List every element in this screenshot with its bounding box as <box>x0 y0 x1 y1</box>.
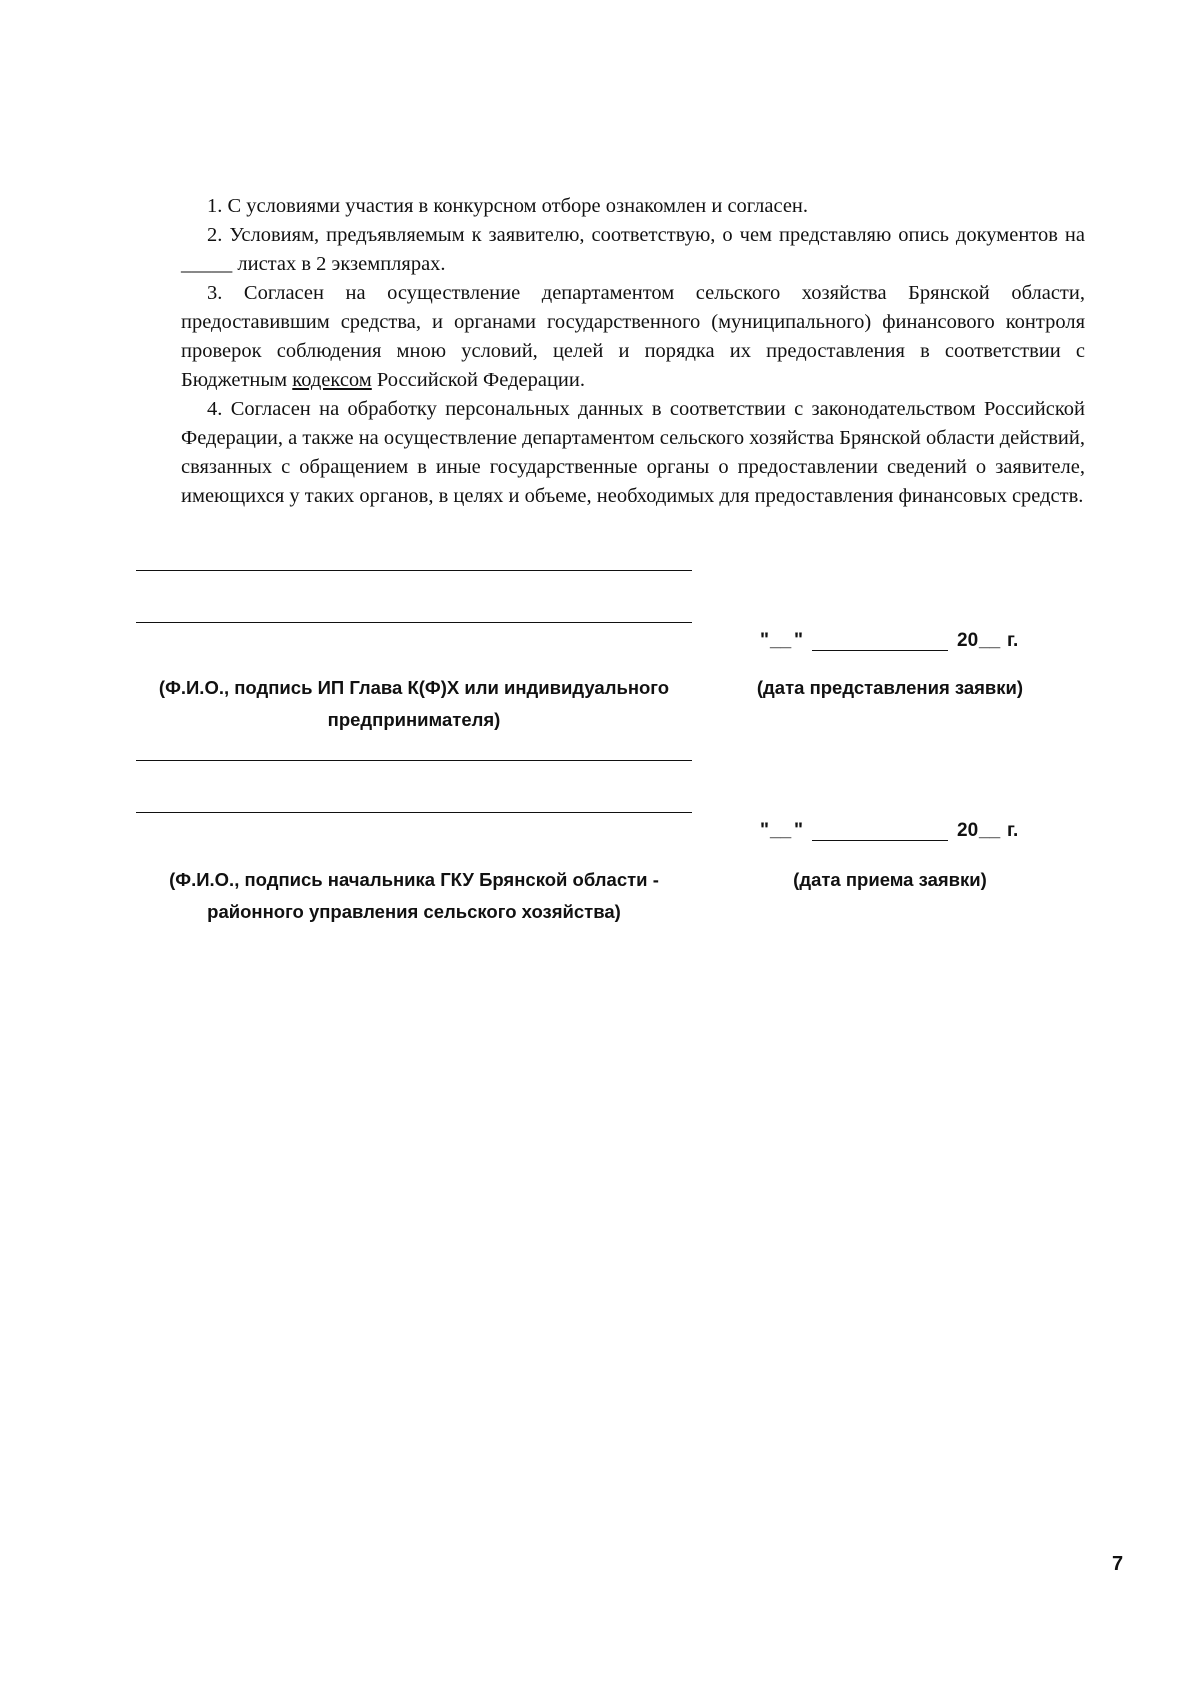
signature-line-head[interactable] <box>136 760 692 761</box>
budget-code-link[interactable]: кодексом <box>292 369 372 391</box>
head-caption-line-1: (Ф.И.О., подпись начальника ГКУ Брянской области - <box>169 869 659 890</box>
applicant-caption-line-1: (Ф.И.О., подпись ИП Глава К(Ф)Х или индивидуального <box>158 677 670 698</box>
applicant-signature-caption <box>136 672 692 736</box>
date-year-blank[interactable]: __ <box>979 820 1001 841</box>
date-quote-open: " <box>760 820 770 841</box>
name-line-applicant[interactable] <box>136 622 692 623</box>
date-year-prefix: 20 <box>957 630 979 651</box>
date-month-blank[interactable] <box>812 840 948 841</box>
head-signature-caption <box>136 864 692 928</box>
date-quote-close: " <box>794 820 804 841</box>
date-suffix: г. <box>1007 820 1019 841</box>
head-caption-line-2: районного управления сельского хозяйства) <box>207 901 621 922</box>
date-day-blank[interactable]: __ <box>770 630 792 651</box>
date-month-blank[interactable] <box>812 650 948 651</box>
name-line-head[interactable] <box>136 812 692 813</box>
date-suffix: г. <box>1007 630 1019 651</box>
signature-line-applicant[interactable] <box>136 570 692 571</box>
clause-3-text-end: Российской Федерации. <box>376 369 585 391</box>
date-quote-open: " <box>760 630 770 651</box>
clause-3 <box>181 279 1085 395</box>
submission-date-caption: (дата представления заявки) <box>756 677 1024 698</box>
clause-2-text-end: листах в 2 экземплярах. <box>237 253 446 275</box>
clause-1: 1. С условиями участия в конкурсном отборе ознакомлен и согласен. <box>207 195 809 217</box>
clause-4: 4. Согласен на обработку персональных данных в соответствии с законодательством Российской Федерации, а также на осуществление департаментом сельского хозяйства Брянской области действий, связанных с обращением в иные государственные органы о предоставлении сведений о заявителе, имеющихся у таких органов, в целях и объеме, необходимых для предоставления финансовых средств. <box>181 398 1085 507</box>
date-quote-close: " <box>794 630 804 651</box>
clause-2-text: 2. Условиям, предъявляемым к заявителю, соответствую, о чем представляю опись документов на <box>207 224 1085 246</box>
date-day-blank[interactable]: __ <box>770 820 792 841</box>
date-year-blank[interactable]: __ <box>979 630 1001 651</box>
clause-3-text: 3. Согласен на осуществление департаментом сельского хозяйства Брянской области, предоставившим средства, и органами государственного (муниципального) финансового контроля проверок соблюдения мною условий, целей и порядка их предоставления в соответствии с Бюджетным <box>181 282 1085 391</box>
acceptance-date-caption: (дата приема заявки) <box>793 869 987 890</box>
submission-date-field[interactable] <box>760 630 1040 656</box>
consent-clauses <box>181 192 1085 511</box>
sheet-count-blank[interactable]: _____ <box>181 253 233 275</box>
applicant-caption-line-2: предпринимателя) <box>327 709 501 730</box>
page-number: 7 <box>1112 1553 1124 1575</box>
clause-2 <box>181 221 1085 279</box>
date-year-prefix: 20 <box>957 820 979 841</box>
acceptance-date-field[interactable] <box>760 820 1040 846</box>
